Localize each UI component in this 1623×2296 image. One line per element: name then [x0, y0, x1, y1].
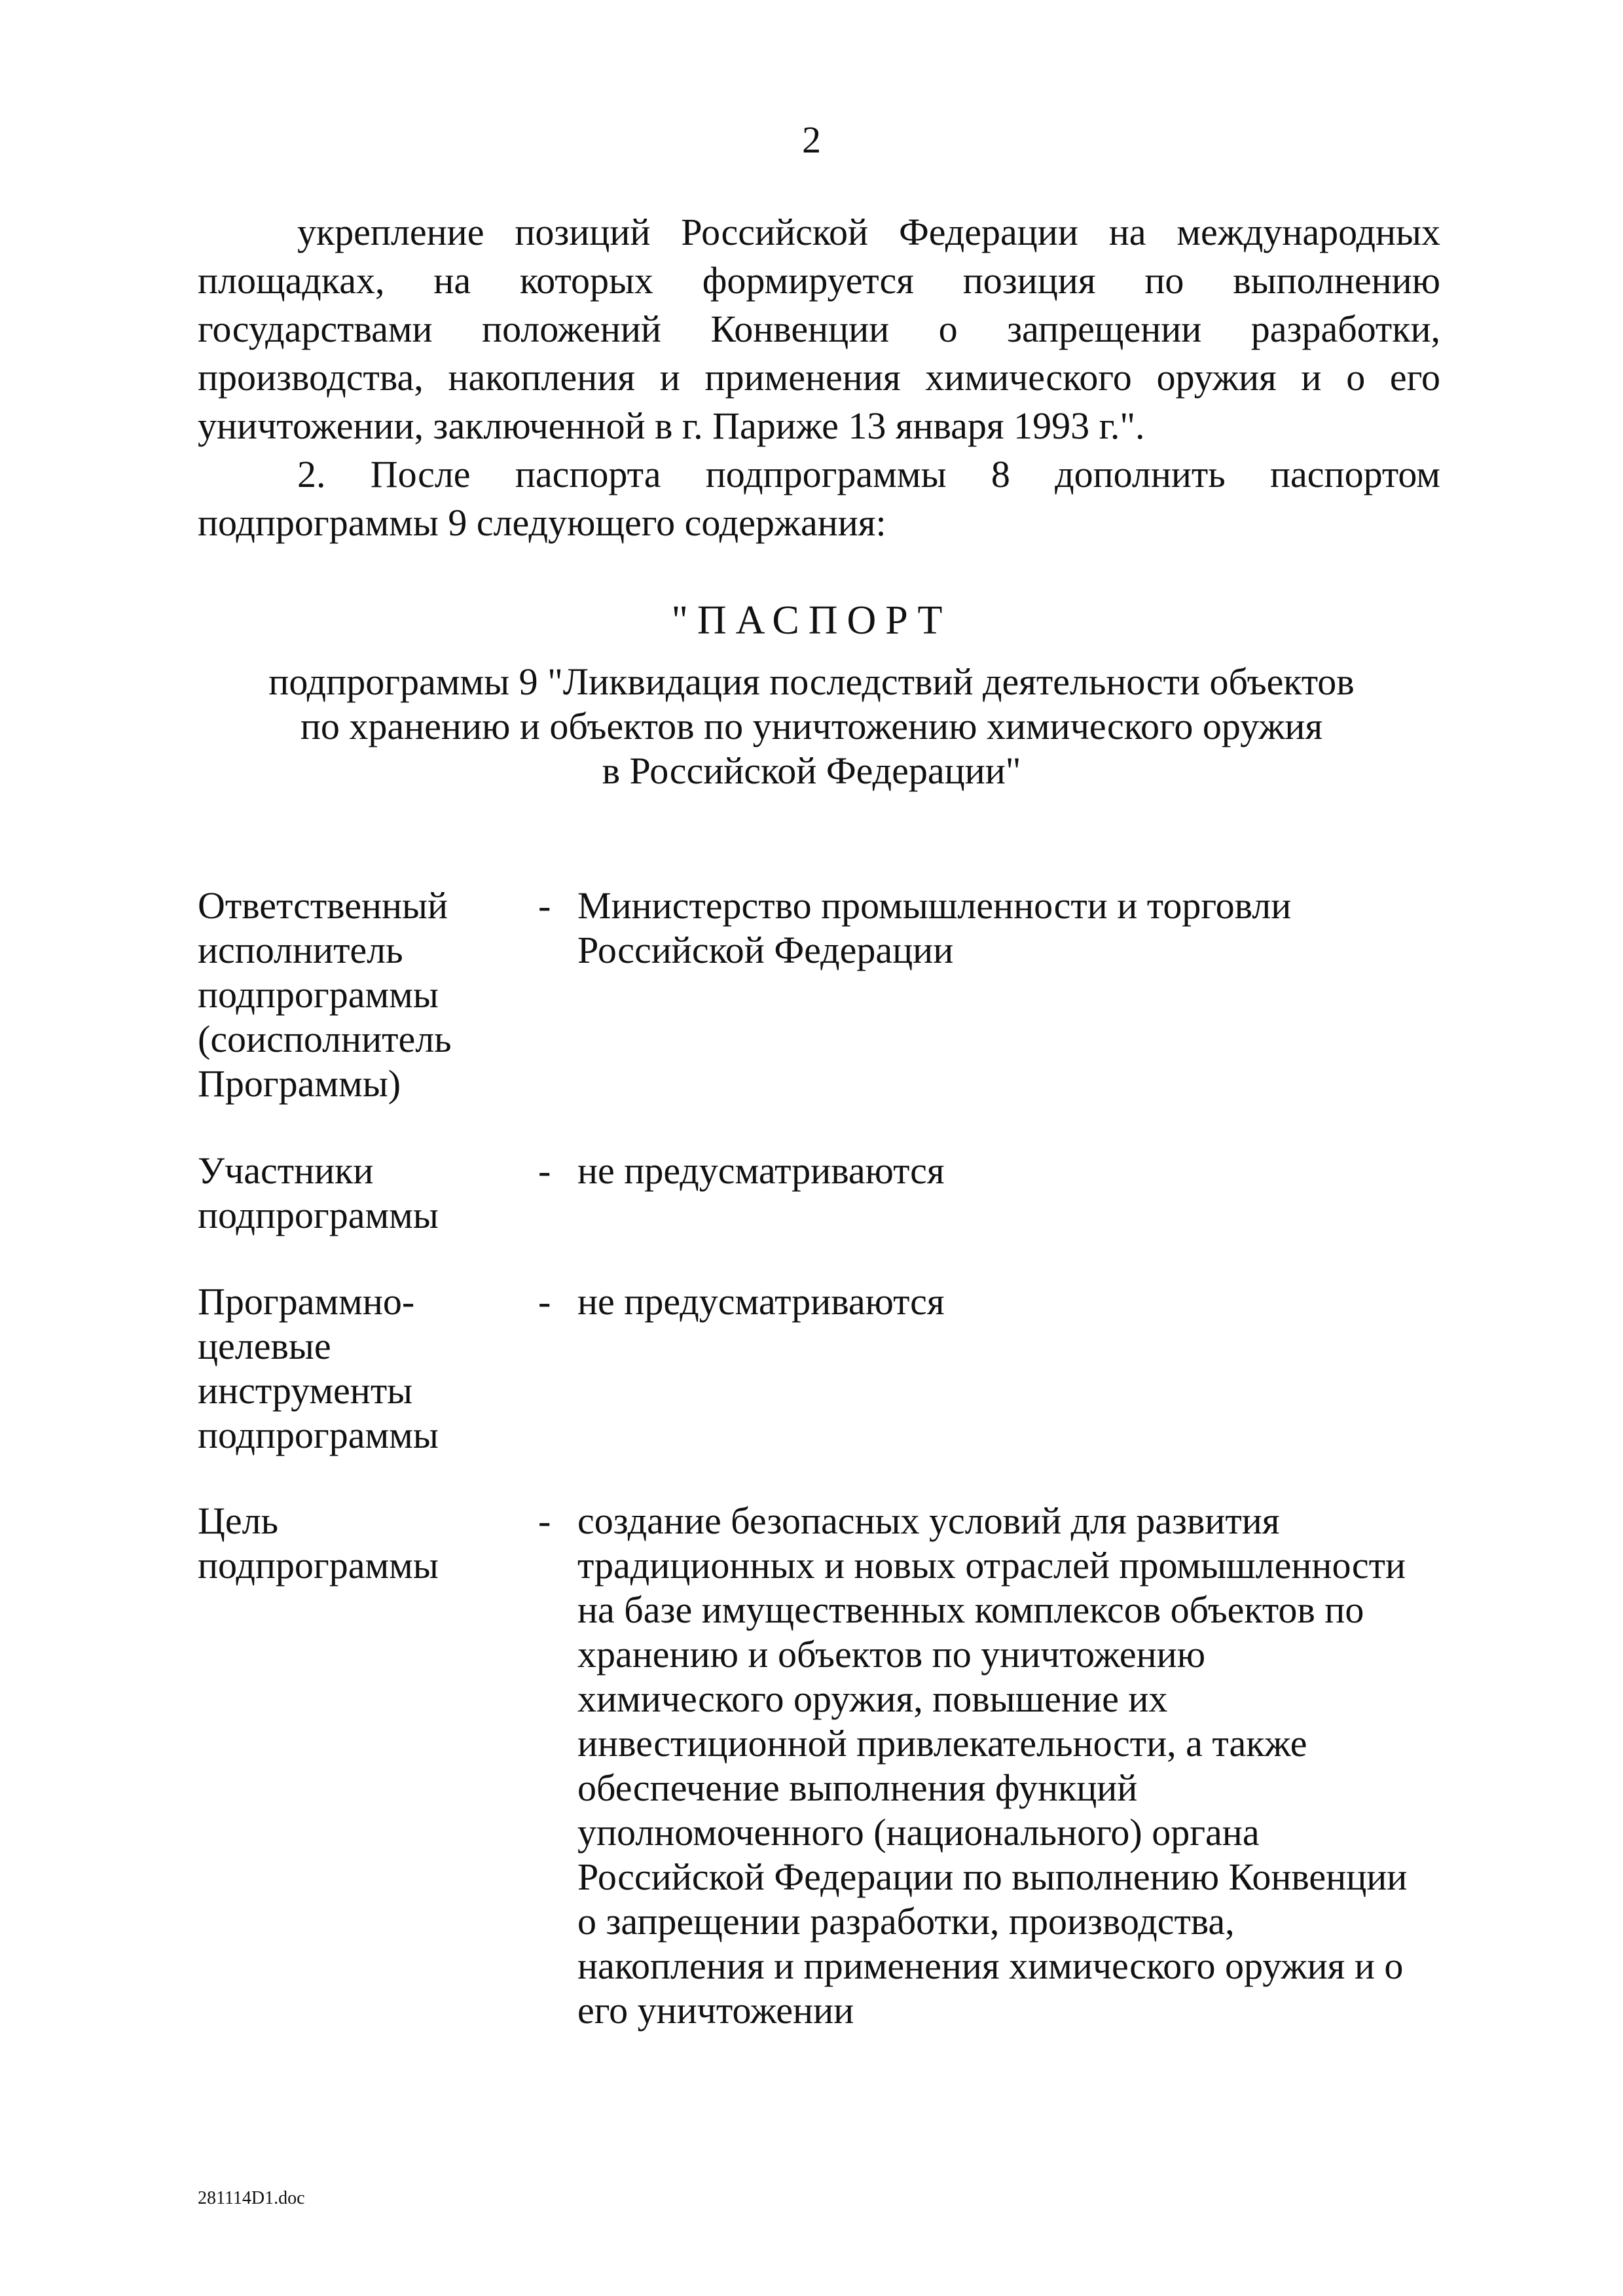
row-value: [577, 1149, 1442, 1193]
label-line: подпрограммы: [198, 973, 439, 1016]
value-line: хранению и объектов по уничтожению: [577, 1633, 1206, 1676]
label-line: подпрограммы: [198, 1414, 439, 1456]
value-line: Российской Федерации: [577, 929, 954, 971]
row-label: [198, 884, 538, 1106]
label-line: Ответственный: [198, 884, 448, 927]
row-dash: -: [538, 1499, 551, 1542]
label-line: Участники: [198, 1149, 374, 1192]
row-dash: -: [538, 884, 551, 927]
row-label: [198, 1149, 538, 1238]
label-line: целевые: [198, 1325, 331, 1367]
row-label: [198, 1280, 538, 1458]
paragraph-intro: укрепление позиций Российской Федерации на международных площадках, на которых формируется позиция по выполнению государствами положений Конвенции о запрещении разработки, производства, накопления и применения химического оружия и о его уничтожении, заключенной в г. Париже 13 января 1993 г.".: [198, 211, 1440, 447]
label-line: исполнитель: [198, 929, 403, 971]
value-line: инвестиционной привлекательности, а также: [577, 1722, 1307, 1765]
row-dash: -: [538, 1280, 551, 1323]
page-number: 2: [802, 118, 821, 161]
label-line: Программы): [198, 1062, 401, 1105]
row-dash: -: [538, 1149, 551, 1192]
label-line: инструменты: [198, 1369, 413, 1412]
passport-subtitle: [0, 660, 1623, 793]
value-line: создание безопасных условий для развития: [577, 1499, 1280, 1542]
value-line: химического оружия, повышение их: [577, 1677, 1168, 1720]
value-line: обеспечение выполнения функций: [577, 1767, 1138, 1809]
row-value: [577, 1499, 1442, 2033]
row-value: [577, 1280, 1442, 1324]
row-label: [198, 1499, 538, 1588]
value-line: накопления и применения химического оружия и о: [577, 1945, 1404, 1987]
value-line: не предусматриваются: [577, 1149, 945, 1192]
subtitle-line: подпрограммы 9 "Ликвидация последствий деятельности объектов: [268, 660, 1355, 703]
value-line: о запрещении разработки, производства,: [577, 1900, 1235, 1943]
label-line: Программно-: [198, 1280, 415, 1323]
subtitle-line: в Российской Федерации": [602, 749, 1021, 792]
value-line: уполномоченного (национального) органа: [577, 1811, 1260, 1854]
label-line: Цель: [198, 1499, 279, 1542]
row-value: [577, 884, 1442, 973]
subtitle-line: по хранению и объектов по уничтожению химического оружия: [300, 705, 1323, 747]
label-line: подпрограммы: [198, 1194, 439, 1236]
value-line: Министерство промышленности и торговли: [577, 884, 1292, 927]
value-line: Российской Федерации по выполнению Конвенции: [577, 1856, 1408, 1898]
paragraph-amendment: 2. После паспорта подпрограммы 8 дополнить паспортом подпрограммы 9 следующего содержания:: [198, 453, 1440, 544]
label-line: (соисполнитель: [198, 1018, 452, 1060]
value-line: традиционных и новых отраслей промышленности: [577, 1544, 1406, 1587]
value-line: не предусматриваются: [577, 1280, 945, 1323]
label-line: подпрограммы: [198, 1544, 439, 1587]
value-line: на базе имущественных комплексов объектов по: [577, 1588, 1364, 1631]
footer-file-code: 281114D1.doc: [198, 2188, 305, 2208]
passport-title: "ПАСПОРТ: [671, 598, 952, 643]
value-line: его уничтожении: [577, 1989, 854, 2032]
